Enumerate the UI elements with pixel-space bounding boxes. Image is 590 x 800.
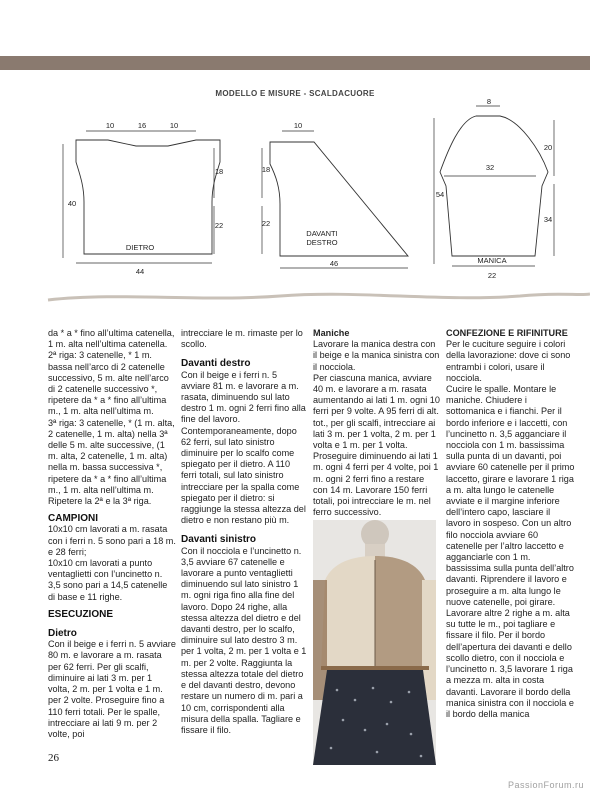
davanti-m-top: 10 <box>293 121 303 130</box>
dietro-m-top-mid: 16 <box>137 121 147 130</box>
heading-dietro: Dietro <box>48 628 77 640</box>
dietro-m-armhole: 18 <box>214 167 224 176</box>
davanti-m-width: 46 <box>329 259 339 268</box>
page-number: 26 <box>48 752 59 764</box>
heading-maniche: Maniche <box>313 328 350 338</box>
dietro-m-body: 22 <box>214 221 224 230</box>
text-column-1 <box>48 328 176 740</box>
c1-p9: Con il beige e i ferri n. 5 avviare 80 m. e lavorare a m. rasata per 62 ferri. Per gli scalfi, diminuire ai lati 3 m. per 1 volta, 2 m. per 1 volta e 1 m. per 2 volte. Proseguire fino a 110 ferri totali. Per le spalle, intrecciare ai lati 9 m. per 2 volte, poi <box>48 639 176 739</box>
text-column-4 <box>446 328 576 720</box>
c2-p2: Con il beige e i ferri n. 5 avviare 81 m. e lavorare a m. rasata, diminuendo sul lato destro 1 m. ogni 2 ferri fino alla fine del lavoro. Contemporaneamente, dopo 62 ferri, sul lato sinistro diminuire per lo scalfo come spiegato per il dietro. A 110 ferri totali, sul lato sinistro intrecciare per la spalla come spiegato per il dietro: si raggiunge la stessa altezza del dietro e non restano più m. <box>181 369 306 526</box>
manica-m-top: 8 <box>486 97 492 106</box>
c4-p2: Cucire le spalle. Montare le maniche. Chiudere i sottomanica e i fianchi. Per il bordo inferiore e i laccetti, con l’uncinetto n. 3,5 agganciare il nocciola con 1 m. bassissima sulla punta di un davanti, poi avviare 60 catenelle per il primo laccetto, girare e lavorare 1 riga a m. alta lungo le catenelle avviate e il margine inferiore dell’intero capo, lasciare il lavoro in sospeso. Con un altro filo nocciola avviare 60 catenelle per l’altro laccetto e agganciarle con 1 m. bassissima sulla punta dell’altro davanti. Riprendere il lavoro e proseguire a m. alta lungo le nuove catenelle, poi girare. Lavorare altre 2 righe a m. alta su tutte le m., poi tagliare e fissare il filo. Per il bordo dell’apertura dei davanti e dello scollo dietro, con il nocciola e l’uncinetto n. 3,5 lavorare 1 riga a mezza m. alta in costa davanti. Lavorare il bordo della manica sinistra con il nocciola e il bordo della manica <box>446 384 575 719</box>
c1-p0: da * a * fino all’ultima catenella, 1 m. alta nell’ultima catenella. <box>48 328 175 350</box>
watermark: PassionForum.ru <box>507 780 584 790</box>
heading-davanti-destro: Davanti destro <box>181 358 251 370</box>
davanti-m-body: 22 <box>261 219 271 228</box>
c1-p5: 10x10 cm lavorati a m. rasata con i ferri n. 5 sono pari a 18 m. e 28 ferri; <box>48 524 176 557</box>
manica-label: MANICA <box>477 256 507 265</box>
c2-p4: Con il nocciola e l’uncinetto n. 3,5 avviare 67 catenelle e lavorare a punto ventaglietti diminuendo sul lato sinistro 1 m. ogni riga fino alla fine del lavoro. Dopo 24 righe, alla stessa altezza del dietro e del davanti destro, per lo scalfo, diminuire sul lato destro 3 m. per 1 volta, 2 m. per 1 volta e 1 m. per 2 volte. Raggiunta la stessa altezza totale del dietro e del davanti destro, devono restare un numero di m. pari a 10 cm, corrispondenti alla misura della spalla. Tagliare e fissare il filo. <box>181 545 307 735</box>
c1-p1: 2ª riga: 3 catenelle, * 1 m. bassa nell’arco di 2 catenelle successivo, 5 m. alte nell’arco di 2 catenelle successivo *, ripetere da * a * fino all’ultima m., 1 m. alta nell’ultima m. <box>48 350 169 417</box>
dietro-m-top-left: 10 <box>105 121 115 130</box>
manica-m-cuff: 22 <box>487 271 497 280</box>
davanti-label-2: DESTRO <box>306 238 338 247</box>
c1-p2: 3ª riga: 3 catenelle, * (1 m. alta, 2 catenelle, 1 m. alta) nella 3ª delle 5 m. alte successive, (1 m. alta, 2 catenelle, 1 m. alta) nella m. bassa successiva *, ripetere da * a * fino all’ultima m., 1 m. alta nell’ultima m. <box>48 417 175 495</box>
c4-p1: Per le cuciture seguire i colori della lavorazione: dove ci sono entrambi i colori, usare il nocciola. <box>446 339 571 383</box>
davanti-shape <box>270 142 408 256</box>
c1-p3: Ripetere la 2ª e la 3ª riga. <box>48 496 152 507</box>
model-illustration <box>313 520 436 765</box>
model-photo <box>313 520 436 765</box>
heading-campioni: CAMPIONI <box>48 513 98 525</box>
c3-p2: Per ciascuna manica, avviare 40 m. e lavorare a m. rasata aumentando ai lati 1 m. ogni 10 ferri per 9 volte. A 95 ferri di alt. tot., per gli scalfi, intrecciare ai lati 3 m. per 1 volta, 2 m. per 1 volta e 1 m. per 1 volta. Proseguire diminuendo ai lati 1 m. ogni 4 ferri per 4 volte, poi 1 m. ogni 2 ferri fino a restare con 14 m. Lavorare 150 ferri totali, poi intrecciare le m. nel ferro successivo. <box>313 372 440 518</box>
dietro-m-height: 40 <box>67 199 77 208</box>
dietro-m-top-right: 10 <box>169 121 179 130</box>
manica-shape <box>440 116 548 256</box>
heading-esecuzione: ESECUZIONE <box>48 608 114 620</box>
manica-m-cap: 20 <box>543 143 553 152</box>
text-column-2 <box>181 328 308 736</box>
text-column-3 <box>313 328 441 518</box>
panel-wave <box>48 294 590 300</box>
c3-p1: Lavorare la manica destra con il beige e la manica sinistra con il nocciola. <box>313 339 440 372</box>
manica-m-mid: 32 <box>485 163 495 172</box>
dietro-shape <box>76 140 220 254</box>
manica-m-lower: 34 <box>543 215 553 224</box>
diagram-title: MODELLO E MISURE - SCALDACUORE <box>215 89 375 98</box>
c1-p6: 10x10 cm lavorati a punto ventaglietti con l’uncinetto n. 3,5 sono pari a 14,5 catenelle di base e 11 righe. <box>48 558 168 602</box>
heading-confezione: CONFEZIONE E RIFINITURE <box>446 328 568 338</box>
c2-p0: intrecciare le m. rimaste per lo scollo. <box>181 328 303 350</box>
dietro-label: DIETRO <box>125 243 155 252</box>
manica-m-length: 54 <box>435 190 445 199</box>
dietro-m-width: 44 <box>135 267 145 276</box>
heading-davanti-sinistro: Davanti sinistro <box>181 534 257 546</box>
davanti-label-1: DAVANTI <box>306 229 338 238</box>
davanti-m-armhole: 18 <box>261 165 271 174</box>
